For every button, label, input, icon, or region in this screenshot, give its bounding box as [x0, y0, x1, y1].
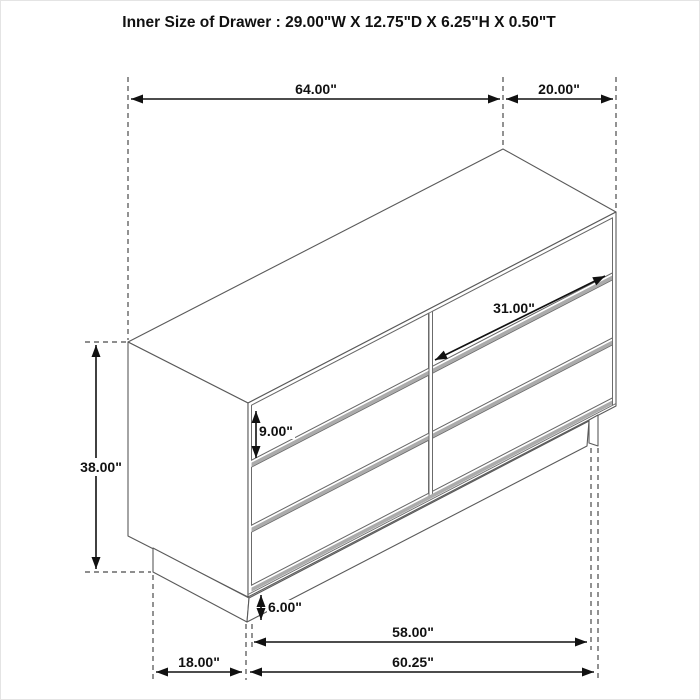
- label-bottom-depth: 18.00": [178, 654, 220, 670]
- label-drawer-width: 31.00": [493, 300, 535, 316]
- label-bottom-width: 60.25": [392, 654, 434, 670]
- label-base-width: 58.00": [392, 624, 434, 640]
- label-drawer-height: 9.00": [259, 423, 293, 439]
- label-overall-height: 38.00": [80, 459, 122, 475]
- center-divider: [429, 311, 433, 495]
- label-base-height: 6.00": [268, 599, 302, 615]
- diagram-title: Inner Size of Drawer : 29.00"W X 12.75"D X 6.25"H X 0.50"T: [122, 14, 556, 31]
- label-top-depth: 20.00": [538, 81, 580, 97]
- base-right-foot: [589, 415, 598, 446]
- dresser-cabinet: [128, 149, 616, 597]
- diagram-svg: [1, 1, 700, 700]
- label-top-width: 64.00": [295, 81, 337, 97]
